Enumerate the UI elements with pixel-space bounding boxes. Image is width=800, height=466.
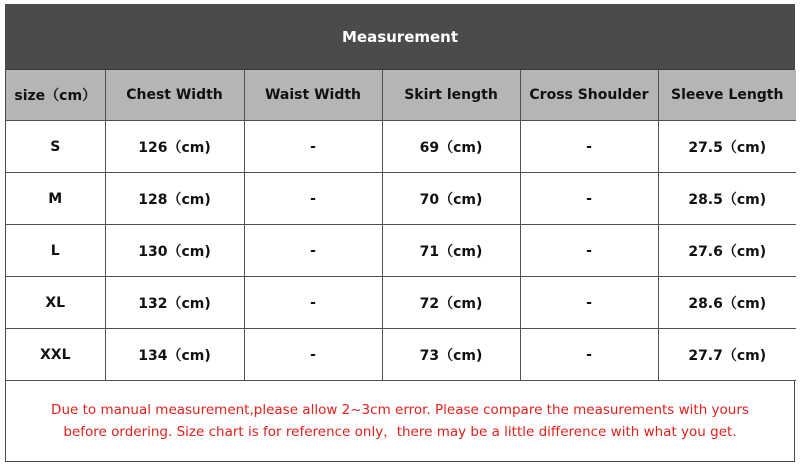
- cell-skirt-length: 73（cm): [382, 329, 520, 381]
- cell-skirt-length: 70（cm): [382, 173, 520, 225]
- cell-waist-width: -: [244, 277, 382, 329]
- cell-size: XL: [6, 277, 105, 329]
- cell-chest-width: 130（cm): [105, 225, 244, 277]
- table-row: [6, 121, 796, 173]
- cell-size: M: [6, 173, 105, 225]
- disclaimer-line-2: before ordering. Size chart is for reference only，there may be a little difference with what you get.: [63, 424, 737, 440]
- header-skirt-length: Skirt length: [382, 70, 520, 121]
- size-chart: [5, 4, 795, 462]
- cell-cross-shoulder: -: [520, 173, 658, 225]
- cell-cross-shoulder: -: [520, 225, 658, 277]
- cell-chest-width: 134（cm): [105, 329, 244, 381]
- cell-cross-shoulder: -: [520, 277, 658, 329]
- cell-sleeve-length: 27.5（cm): [658, 121, 796, 173]
- header-size: size（cm）: [6, 70, 105, 121]
- cell-waist-width: -: [244, 329, 382, 381]
- table-row: [6, 225, 796, 277]
- table-row: [6, 277, 796, 329]
- disclaimer-note: [6, 381, 794, 461]
- cell-skirt-length: 71（cm): [382, 225, 520, 277]
- cell-size: L: [6, 225, 105, 277]
- cell-size: XXL: [6, 329, 105, 381]
- header-waist-width: Waist Width: [244, 70, 382, 121]
- cell-sleeve-length: 28.5（cm): [658, 173, 796, 225]
- table-row: [6, 173, 796, 225]
- measurement-table: [6, 70, 796, 381]
- header-sleeve-length: Sleeve Length: [658, 70, 796, 121]
- header-cross-shoulder: Cross Shoulder: [520, 70, 658, 121]
- header-chest-width: Chest Width: [105, 70, 244, 121]
- cell-waist-width: -: [244, 173, 382, 225]
- cell-waist-width: -: [244, 121, 382, 173]
- cell-sleeve-length: 27.6（cm): [658, 225, 796, 277]
- disclaimer-line-1: Due to manual measurement,please allow 2~3cm error. Please compare the measurements with yours: [51, 402, 749, 418]
- cell-skirt-length: 72（cm): [382, 277, 520, 329]
- cell-cross-shoulder: -: [520, 121, 658, 173]
- cell-chest-width: 132（cm): [105, 277, 244, 329]
- table-row: [6, 329, 796, 381]
- cell-waist-width: -: [244, 225, 382, 277]
- chart-title: Measurement: [6, 5, 794, 70]
- cell-sleeve-length: 28.6（cm): [658, 277, 796, 329]
- cell-chest-width: 128（cm): [105, 173, 244, 225]
- cell-chest-width: 126（cm): [105, 121, 244, 173]
- cell-size: S: [6, 121, 105, 173]
- cell-sleeve-length: 27.7（cm): [658, 329, 796, 381]
- cell-cross-shoulder: -: [520, 329, 658, 381]
- header-row: [6, 70, 796, 121]
- cell-skirt-length: 69（cm): [382, 121, 520, 173]
